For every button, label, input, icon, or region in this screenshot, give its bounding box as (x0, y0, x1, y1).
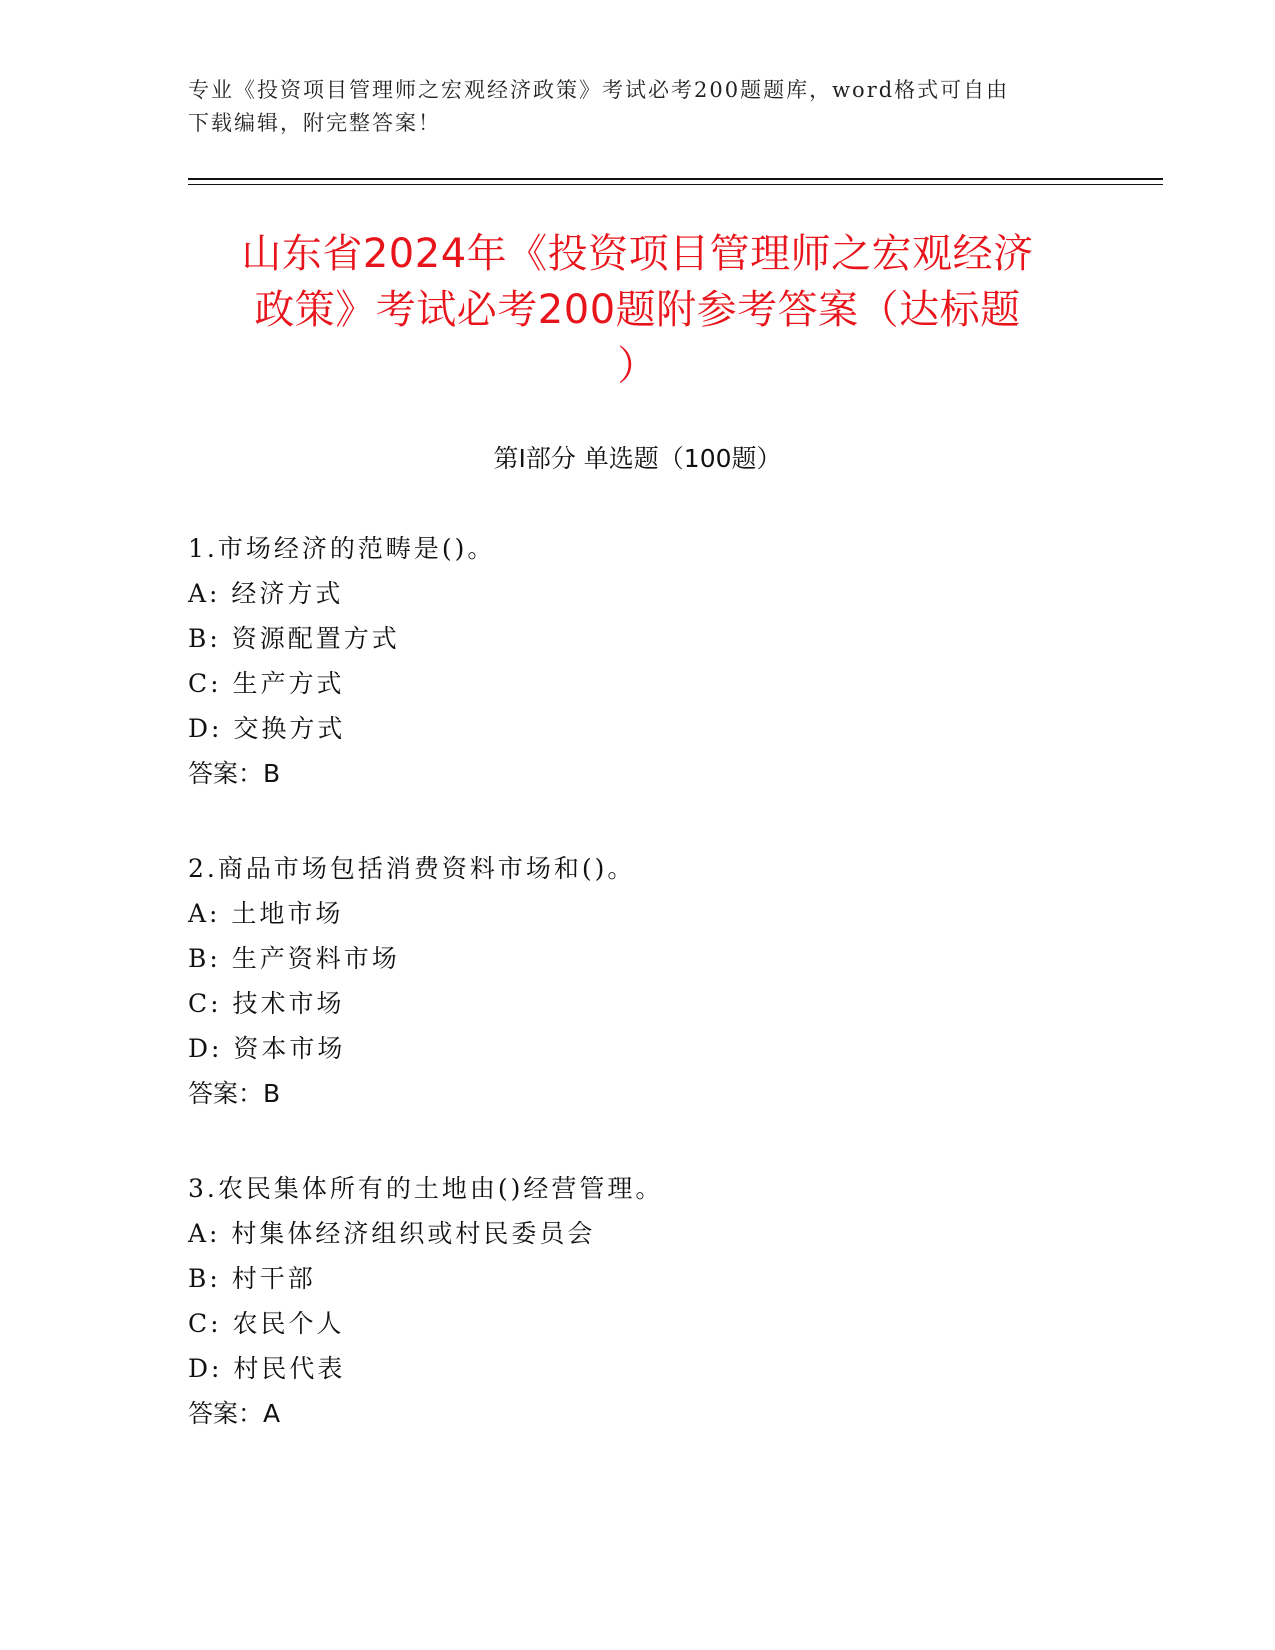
header-note-line-2: 下载编辑，附完整答案！ (188, 111, 441, 135)
option-a: A: 经济方式 (188, 579, 344, 608)
option-d: D: 交换方式 (188, 714, 346, 743)
document-title (150, 226, 1125, 394)
option-b: B: 村干部 (188, 1264, 316, 1293)
option-c: C: 技术市场 (188, 989, 345, 1018)
document-title-line-3: ） (617, 343, 658, 389)
answer: 答案：B (188, 1079, 281, 1108)
answer: 答案：A (188, 1399, 281, 1428)
question-1 (188, 526, 1088, 796)
option-a: A: 村集体经济组织或村民委员会 (188, 1219, 596, 1248)
question-stem: 2.商品市场包括消费资料市场和()。 (188, 854, 636, 883)
header-note-line-1: 专业《投资项目管理师之宏观经济政策》考试必考200题题库，word格式可自由 (188, 78, 1010, 102)
document-title-line-1: 山东省2024年《投资项目管理师之宏观经济 (241, 231, 1034, 277)
option-d: D: 资本市场 (188, 1034, 346, 1063)
option-b: B: 生产资料市场 (188, 944, 400, 973)
question-2 (188, 846, 1088, 1116)
header-divider-thin (188, 184, 1163, 185)
question-3 (188, 1166, 1088, 1436)
question-stem: 3.农民集体所有的土地由()经营管理。 (188, 1174, 664, 1203)
option-c: C: 生产方式 (188, 669, 345, 698)
section-heading: 第Ⅰ部分 单选题（100题） (493, 444, 782, 473)
option-d: D: 村民代表 (188, 1354, 346, 1383)
question-stem: 1.市场经济的范畴是()。 (188, 534, 496, 563)
option-b: B: 资源配置方式 (188, 624, 400, 653)
document-title-line-2: 政策》考试必考200题附参考答案（达标题 (254, 287, 1021, 333)
option-a: A: 土地市场 (188, 899, 344, 928)
header-divider-thick (188, 178, 1163, 180)
header-note (188, 74, 1088, 140)
answer: 答案：B (188, 759, 281, 788)
option-c: C: 农民个人 (188, 1309, 345, 1338)
